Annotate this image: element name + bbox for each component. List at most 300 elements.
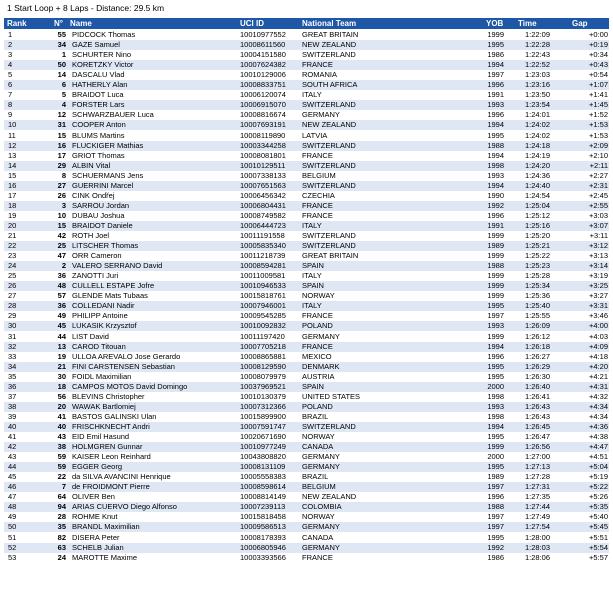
row-number: 35 bbox=[57, 522, 66, 532]
row-time: 1:22:09 bbox=[524, 30, 550, 39]
row-rank: 32 bbox=[8, 341, 17, 351]
row-uci-id: 10010977552 bbox=[240, 30, 286, 39]
row-name: FORSTER Lars bbox=[72, 100, 125, 110]
row-uci-id: 10011218739 bbox=[240, 251, 286, 261]
row-national-team: GERMANY bbox=[302, 110, 340, 120]
header-name: Name bbox=[70, 19, 92, 28]
row-national-team: POLAND bbox=[302, 401, 333, 411]
row-number: 44 bbox=[57, 331, 66, 341]
row-number: 31 bbox=[57, 120, 66, 130]
row-national-team: FRANCE bbox=[302, 60, 333, 70]
table-row bbox=[4, 352, 609, 362]
row-gap: +1:07 bbox=[589, 80, 608, 90]
row-national-team: SWITZERLAND bbox=[302, 50, 356, 60]
row-number: 36 bbox=[57, 301, 66, 311]
row-uci-id: 10015818458 bbox=[240, 512, 286, 522]
row-gap: +4:32 bbox=[589, 391, 608, 401]
row-name: EGGER Georg bbox=[72, 462, 123, 472]
row-gap: +3:12 bbox=[589, 241, 608, 251]
table-row bbox=[4, 452, 609, 462]
row-name: DISERA Peter bbox=[72, 532, 120, 542]
row-yob: 1995 bbox=[487, 40, 504, 50]
row-rank: 10 bbox=[8, 120, 17, 130]
row-uci-id: 10008131109 bbox=[240, 462, 286, 472]
row-uci-id: 10005558383 bbox=[240, 472, 286, 482]
table-row bbox=[4, 110, 609, 120]
row-yob: 1993 bbox=[487, 321, 504, 331]
row-gap: +2:45 bbox=[589, 190, 608, 200]
row-gap: +3:46 bbox=[589, 311, 608, 321]
row-uci-id: 10037969521 bbox=[240, 381, 286, 391]
row-gap: +4:38 bbox=[589, 432, 608, 441]
row-rank: 27 bbox=[8, 291, 17, 301]
table-row bbox=[4, 181, 609, 191]
row-rank: 17 bbox=[8, 190, 17, 200]
row-rank: 51 bbox=[8, 532, 17, 542]
row-national-team: FRANCE bbox=[302, 341, 333, 351]
row-number: 20 bbox=[57, 401, 66, 411]
row-uci-id: 10008594281 bbox=[240, 261, 286, 271]
row-yob: 1995 bbox=[487, 301, 504, 311]
row-rank: 11 bbox=[8, 130, 16, 140]
row-gap: +1:53 bbox=[589, 130, 608, 140]
row-time: 1:23:03 bbox=[524, 70, 550, 80]
row-uci-id: 10009545285 bbox=[240, 311, 286, 321]
row-name: GLENDE Mats Tubaas bbox=[72, 291, 148, 301]
row-national-team: BRAZIL bbox=[302, 411, 329, 421]
table-row bbox=[4, 40, 609, 50]
row-name: COOPER Anton bbox=[72, 120, 126, 130]
row-rank: 24 bbox=[8, 261, 17, 271]
row-time: 1:28:00 bbox=[524, 532, 550, 542]
row-number: 56 bbox=[57, 391, 66, 401]
row-national-team: AUSTRIA bbox=[302, 371, 335, 381]
row-rank: 48 bbox=[8, 502, 17, 512]
row-time: 1:25:23 bbox=[524, 261, 550, 271]
row-national-team: GERMANY bbox=[302, 331, 340, 341]
row-gap: +4:31 bbox=[589, 381, 608, 391]
row-uci-id: 10009586513 bbox=[240, 522, 286, 532]
row-uci-id: 10006915070 bbox=[240, 100, 286, 110]
table-row bbox=[4, 382, 609, 392]
table-row bbox=[4, 161, 609, 171]
row-time: 1:23:16 bbox=[524, 80, 550, 90]
row-name: LIST David bbox=[72, 331, 109, 341]
row-number: 55 bbox=[57, 30, 66, 39]
row-yob: 1995 bbox=[487, 130, 504, 140]
row-uci-id: 10006805946 bbox=[240, 542, 286, 552]
row-gap: +2:55 bbox=[589, 200, 608, 210]
table-row bbox=[4, 201, 609, 211]
row-gap: +5:35 bbox=[589, 502, 608, 512]
table-row bbox=[4, 151, 609, 161]
row-national-team: SWITZERLAND bbox=[302, 231, 356, 240]
row-national-team: CANADA bbox=[302, 442, 334, 452]
row-name: FRISCHKNECHT Andri bbox=[72, 421, 150, 431]
row-time: 1:27:28 bbox=[524, 472, 550, 482]
row-rank: 28 bbox=[8, 301, 17, 311]
row-time: 1:26:41 bbox=[524, 391, 550, 401]
row-uci-id: 10007946001 bbox=[240, 301, 286, 311]
row-number: 14 bbox=[57, 70, 66, 80]
row-uci-id: 10008816674 bbox=[240, 110, 286, 120]
row-rank: 12 bbox=[8, 140, 17, 150]
table-row bbox=[4, 432, 609, 442]
row-name: GUERRINI Marcel bbox=[72, 180, 134, 190]
row-national-team: ITALY bbox=[302, 220, 322, 230]
row-rank: 1 bbox=[8, 30, 13, 39]
row-number: 47 bbox=[57, 251, 66, 261]
row-name: de FROIDMONT Pierre bbox=[72, 482, 150, 492]
table-row bbox=[4, 261, 609, 271]
row-rank: 35 bbox=[8, 371, 17, 381]
row-rank: 7 bbox=[8, 90, 13, 100]
row-national-team: SWITZERLAND bbox=[302, 421, 356, 431]
row-yob: 1995 bbox=[487, 361, 504, 371]
row-uci-id: 10007651563 bbox=[240, 180, 286, 190]
row-number: 45 bbox=[57, 321, 66, 331]
row-national-team: GERMANY bbox=[302, 452, 340, 462]
table-row bbox=[4, 131, 609, 141]
row-uci-id: 10006444723 bbox=[240, 220, 286, 230]
row-number: 4 bbox=[61, 100, 66, 110]
row-rank: 6 bbox=[8, 80, 13, 90]
table-row bbox=[4, 30, 609, 40]
table-row bbox=[4, 60, 609, 70]
row-rank: 9 bbox=[8, 110, 13, 120]
row-name: EID Emil Hasund bbox=[72, 432, 130, 441]
row-uci-id: 10010130379 bbox=[240, 391, 286, 401]
row-rank: 2 bbox=[8, 40, 13, 50]
row-national-team: COLOMBIA bbox=[302, 502, 342, 512]
row-name: FINI CARSTENSEN Sebastian bbox=[72, 361, 175, 371]
row-gap: +2:09 bbox=[589, 140, 608, 150]
row-time: 1:26:45 bbox=[524, 421, 550, 431]
table-row bbox=[4, 462, 609, 472]
row-national-team: CANADA bbox=[302, 532, 334, 542]
row-number: 27 bbox=[57, 180, 66, 190]
row-name: CINK Ondřej bbox=[72, 190, 115, 200]
row-yob: 1999 bbox=[487, 271, 504, 281]
row-national-team: GERMANY bbox=[302, 542, 340, 552]
row-national-team: LATVIA bbox=[302, 130, 328, 140]
row-time: 1:25:20 bbox=[524, 231, 550, 240]
row-national-team: SPAIN bbox=[302, 281, 324, 291]
row-name: ROTH Joel bbox=[72, 231, 110, 240]
row-number: 18 bbox=[57, 381, 66, 391]
row-gap: +5:57 bbox=[589, 552, 608, 562]
row-rank: 21 bbox=[8, 231, 17, 240]
row-gap: +4:34 bbox=[589, 401, 608, 411]
row-uci-id: 10003393566 bbox=[240, 552, 286, 562]
row-yob: 1995 bbox=[487, 532, 504, 542]
table-row bbox=[4, 372, 609, 382]
row-gap: +5:04 bbox=[589, 462, 608, 472]
row-uci-id: 10008178393 bbox=[240, 532, 286, 542]
row-time: 1:26:18 bbox=[524, 341, 550, 351]
row-yob: 1999 bbox=[487, 291, 504, 301]
row-number: 49 bbox=[57, 311, 66, 321]
row-name: HATHERLY Alan bbox=[72, 80, 128, 90]
row-name: SARROU Jordan bbox=[72, 200, 130, 210]
row-gap: +0:54 bbox=[589, 70, 608, 80]
row-yob: 1986 bbox=[487, 552, 504, 562]
row-time: 1:25:04 bbox=[524, 200, 550, 210]
row-time: 1:27:13 bbox=[524, 462, 550, 472]
row-time: 1:27:54 bbox=[524, 522, 550, 532]
row-number: 57 bbox=[57, 291, 66, 301]
row-number: 36 bbox=[57, 271, 66, 281]
table-row bbox=[4, 291, 609, 301]
row-gap: +1:45 bbox=[589, 100, 608, 110]
row-gap: +5:54 bbox=[589, 542, 608, 552]
row-yob: 1999 bbox=[487, 281, 504, 291]
row-national-team: NEW ZEALAND bbox=[302, 120, 357, 130]
row-number: 41 bbox=[57, 411, 66, 421]
row-gap: +4:09 bbox=[589, 341, 608, 351]
row-time: 1:25:55 bbox=[524, 311, 550, 321]
row-name: LITSCHER Thomas bbox=[72, 241, 139, 251]
row-yob: 2000 bbox=[487, 452, 504, 462]
table-row bbox=[4, 482, 609, 492]
table-row bbox=[4, 241, 609, 251]
row-number: 16 bbox=[57, 140, 66, 150]
row-rank: 47 bbox=[8, 492, 17, 502]
row-name: COLLEDANI Nadir bbox=[72, 301, 135, 311]
row-time: 1:25:34 bbox=[524, 281, 550, 291]
row-gap: +0:19 bbox=[589, 40, 608, 50]
row-rank: 40 bbox=[8, 421, 17, 431]
row-number: 29 bbox=[57, 160, 66, 170]
row-number: 43 bbox=[57, 432, 66, 441]
row-national-team: SPAIN bbox=[302, 261, 324, 271]
table-row bbox=[4, 442, 609, 452]
row-national-team: ROMANIA bbox=[302, 70, 338, 80]
row-national-team: BELGIUM bbox=[302, 170, 336, 180]
row-gap: +4:51 bbox=[589, 452, 608, 462]
row-national-team: FRANCE bbox=[302, 311, 333, 321]
row-time: 1:22:52 bbox=[524, 60, 550, 70]
header-yob: YOB bbox=[486, 19, 504, 28]
row-yob: 1995 bbox=[487, 371, 504, 381]
row-uci-id: 10010129006 bbox=[240, 70, 286, 80]
table-row bbox=[4, 171, 609, 181]
row-name: MAROTTE Maxime bbox=[72, 552, 138, 562]
row-rank: 31 bbox=[8, 331, 17, 341]
row-uci-id: 10043808820 bbox=[240, 452, 286, 462]
row-rank: 3 bbox=[8, 50, 13, 60]
table-row bbox=[4, 543, 609, 553]
row-national-team: FRANCE bbox=[302, 150, 333, 160]
row-name: ALBIN Vital bbox=[72, 160, 111, 170]
row-rank: 33 bbox=[8, 351, 17, 361]
row-uci-id: 10008749582 bbox=[240, 210, 286, 220]
row-gap: +3:14 bbox=[589, 261, 608, 271]
row-name: ORR Cameron bbox=[72, 251, 122, 261]
row-name: SCHURTER Nino bbox=[72, 50, 132, 60]
row-time: 1:22:43 bbox=[524, 50, 550, 60]
row-number: 12 bbox=[57, 110, 66, 120]
table-row bbox=[4, 281, 609, 291]
row-yob: 1992 bbox=[487, 200, 504, 210]
row-gap: +2:27 bbox=[589, 170, 608, 180]
row-uci-id: 10008081801 bbox=[240, 150, 286, 160]
table-row bbox=[4, 553, 609, 563]
row-gap: +0:34 bbox=[589, 50, 608, 60]
row-number: 1 bbox=[61, 50, 66, 60]
row-number: 15 bbox=[57, 130, 66, 140]
row-national-team: SPAIN bbox=[302, 381, 324, 391]
row-gap: +1:52 bbox=[589, 110, 608, 120]
row-yob: 1994 bbox=[487, 180, 504, 190]
row-yob: 1999 bbox=[487, 30, 504, 39]
row-yob: 1994 bbox=[487, 421, 504, 431]
row-number: 48 bbox=[57, 281, 66, 291]
row-yob: 1996 bbox=[487, 80, 504, 90]
row-yob: 1991 bbox=[487, 220, 504, 230]
row-uci-id: 10011191558 bbox=[240, 231, 285, 240]
row-uci-id: 10007338133 bbox=[240, 170, 286, 180]
row-uci-id: 10005835340 bbox=[240, 241, 286, 251]
row-time: 1:27:49 bbox=[524, 512, 550, 522]
row-rank: 52 bbox=[8, 542, 17, 552]
row-time: 1:26:27 bbox=[524, 351, 550, 361]
row-number: 10 bbox=[57, 210, 66, 220]
row-name: CULLELL ESTAPE Jofre bbox=[72, 281, 155, 291]
row-time: 1:26:43 bbox=[524, 411, 550, 421]
row-yob: 1994 bbox=[487, 120, 504, 130]
row-yob: 1993 bbox=[487, 100, 504, 110]
table-row bbox=[4, 90, 609, 100]
row-gap: +2:11 bbox=[589, 160, 608, 170]
row-yob: 1994 bbox=[487, 60, 504, 70]
row-rank: 20 bbox=[8, 220, 17, 230]
row-name: BRAIDOT Luca bbox=[72, 90, 124, 100]
row-time: 1:24:02 bbox=[524, 130, 550, 140]
row-yob: 2000 bbox=[487, 381, 504, 391]
row-name: BASTOS GALINSKI Ulan bbox=[72, 411, 157, 421]
row-rank: 39 bbox=[8, 411, 17, 421]
row-rank: 46 bbox=[8, 482, 17, 492]
row-gap: +2:10 bbox=[589, 150, 608, 160]
row-yob: 1999 bbox=[487, 442, 504, 452]
row-name: BLUMS Martins bbox=[72, 130, 125, 140]
row-number: 38 bbox=[57, 442, 66, 452]
row-national-team: NORWAY bbox=[302, 512, 335, 522]
row-yob: 1994 bbox=[487, 150, 504, 160]
row-rank: 25 bbox=[8, 271, 17, 281]
row-rank: 29 bbox=[8, 311, 17, 321]
row-uci-id: 10010977249 bbox=[240, 442, 286, 452]
table-row bbox=[4, 50, 609, 60]
row-national-team: GREAT BRITAIN bbox=[302, 30, 359, 39]
row-uci-id: 10007705218 bbox=[240, 341, 286, 351]
row-number: 64 bbox=[57, 492, 66, 502]
row-rank: 23 bbox=[8, 251, 17, 261]
row-uci-id: 10003344258 bbox=[240, 140, 286, 150]
row-number: 63 bbox=[57, 542, 66, 552]
row-time: 1:24:54 bbox=[524, 190, 550, 200]
row-name: da SILVA AVANCINI Henrique bbox=[72, 472, 171, 482]
row-time: 1:25:12 bbox=[524, 210, 550, 220]
row-uci-id: 10015818761 bbox=[240, 291, 286, 301]
row-number: 26 bbox=[57, 190, 66, 200]
row-national-team: GERMANY bbox=[302, 462, 340, 472]
row-time: 1:24:20 bbox=[524, 160, 550, 170]
row-number: 19 bbox=[57, 351, 66, 361]
table-row bbox=[4, 251, 609, 261]
row-name: SCHELB Julian bbox=[72, 542, 124, 552]
row-national-team: CZECHIA bbox=[302, 190, 335, 200]
row-yob: 1990 bbox=[487, 190, 504, 200]
row-national-team: UNITED STATES bbox=[302, 391, 361, 401]
row-time: 1:26:30 bbox=[524, 371, 550, 381]
row-gap: +3:25 bbox=[589, 281, 608, 291]
header-number: N° bbox=[54, 19, 63, 28]
row-name: ZANOTTI Juri bbox=[72, 271, 119, 281]
row-uci-id: 10007312366 bbox=[240, 401, 286, 411]
row-national-team: GERMANY bbox=[302, 522, 340, 532]
row-name: GRIOT Thomas bbox=[72, 150, 125, 160]
row-number: 50 bbox=[57, 60, 66, 70]
row-national-team: MEXICO bbox=[302, 351, 332, 361]
row-gap: +5:45 bbox=[589, 522, 608, 532]
table-row bbox=[4, 70, 609, 80]
row-national-team: NEW ZEALAND bbox=[302, 492, 357, 502]
row-yob: 1998 bbox=[487, 160, 504, 170]
row-yob: 1995 bbox=[487, 462, 504, 472]
row-rank: 45 bbox=[8, 472, 17, 482]
row-name: LUKASIK Krzysztof bbox=[72, 321, 137, 331]
row-name: ROHME Knut bbox=[72, 512, 118, 522]
row-uci-id: 10008129590 bbox=[240, 361, 286, 371]
row-number: 30 bbox=[57, 371, 66, 381]
row-gap: +5:40 bbox=[589, 512, 608, 522]
table-row bbox=[4, 412, 609, 422]
row-rank: 38 bbox=[8, 401, 17, 411]
row-national-team: SWITZERLAND bbox=[302, 241, 356, 251]
table-row bbox=[4, 342, 609, 352]
row-number: 59 bbox=[57, 452, 66, 462]
row-name: GAZE Samuel bbox=[72, 40, 120, 50]
row-national-team: DENMARK bbox=[302, 361, 340, 371]
row-yob: 1988 bbox=[487, 140, 504, 150]
row-name: BRAIDOT Daniele bbox=[72, 220, 133, 230]
row-name: CAMPOS MOTOS David Domingo bbox=[72, 381, 188, 391]
row-uci-id: 10007624382 bbox=[240, 60, 286, 70]
row-uci-id: 10008814149 bbox=[240, 492, 286, 502]
row-national-team: SWITZERLAND bbox=[302, 100, 356, 110]
row-number: 3 bbox=[61, 200, 66, 210]
row-national-team: BELGIUM bbox=[302, 482, 336, 492]
row-uci-id: 10010946533 bbox=[240, 281, 286, 291]
table-row bbox=[4, 332, 609, 342]
row-uci-id: 10006120074 bbox=[240, 90, 286, 100]
row-time: 1:26:12 bbox=[524, 331, 550, 341]
row-name: DASCALU Vlad bbox=[72, 70, 125, 80]
row-number: 15 bbox=[57, 220, 66, 230]
row-name: OLIVER Ben bbox=[72, 492, 115, 502]
row-yob: 1998 bbox=[487, 391, 504, 401]
row-number: 59 bbox=[57, 462, 66, 472]
row-national-team: ITALY bbox=[302, 301, 322, 311]
row-national-team: SWITZERLAND bbox=[302, 140, 356, 150]
row-time: 1:25:21 bbox=[524, 241, 550, 251]
row-uci-id: 10008598614 bbox=[240, 482, 286, 492]
row-time: 1:26:40 bbox=[524, 381, 550, 391]
row-number: 40 bbox=[57, 421, 66, 431]
row-number: 5 bbox=[61, 90, 66, 100]
